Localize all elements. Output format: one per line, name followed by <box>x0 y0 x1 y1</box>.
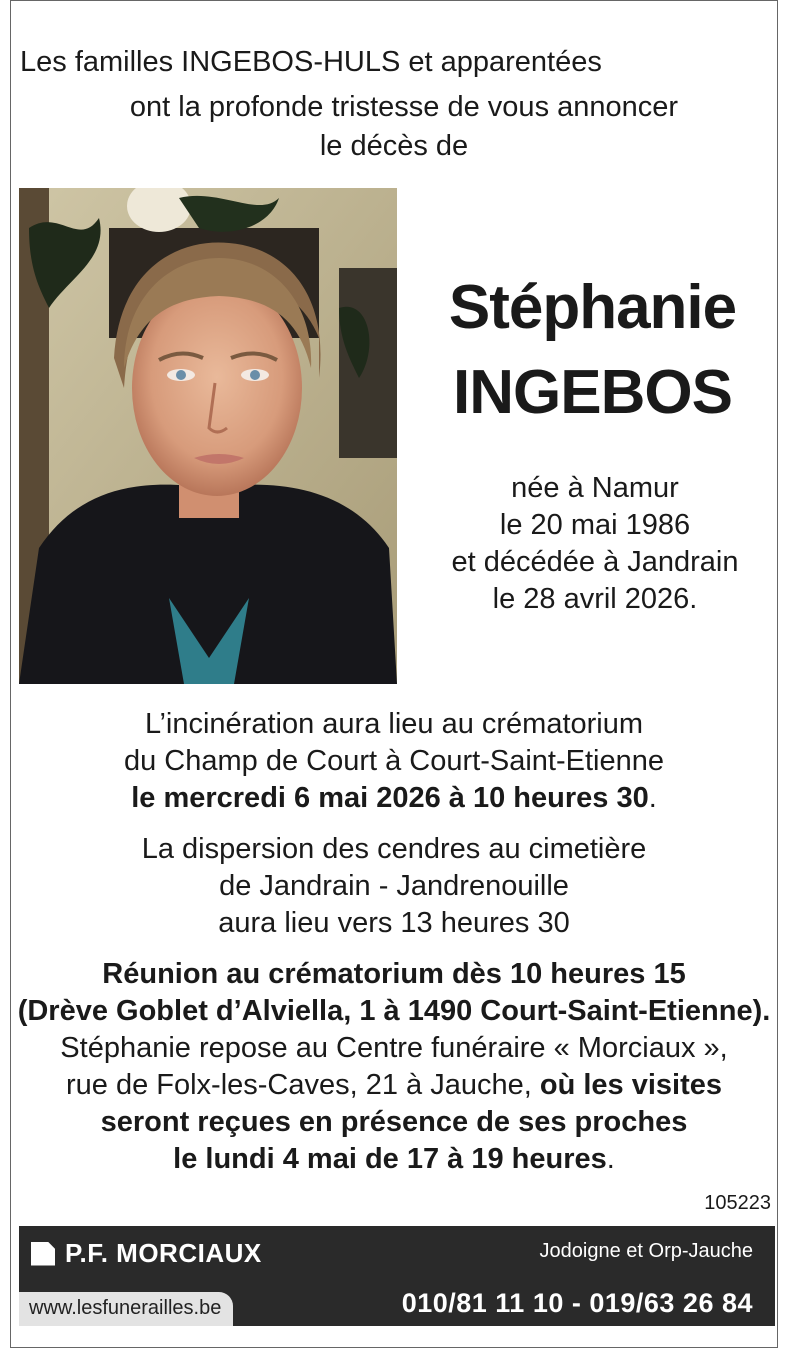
death-line-1: et décédée à Jandrain <box>451 546 739 578</box>
cremation-line-1: L’incinération aura lieu au crématorium <box>144 708 644 740</box>
birth-death-info <box>420 470 770 618</box>
rest-line-4-tail: . <box>606 1143 615 1175</box>
website-link[interactable]: www.lesfunerailles.be <box>19 1292 233 1326</box>
rest-line-2 <box>10 1067 778 1104</box>
dispersion-line-3: aura lieu vers 13 heures 30 <box>218 907 570 939</box>
deceased-name <box>420 265 765 435</box>
funeral-home-logo <box>31 1238 262 1269</box>
cremation-date-bold: le mercredi 6 mai 2026 à 10 heures 30 <box>131 782 649 814</box>
birth-line-1: née à Namur <box>511 472 679 504</box>
phone-numbers: 010/81 11 10 - 019/63 26 84 <box>401 1288 753 1318</box>
cremation-date-tail: . <box>648 782 657 814</box>
meeting-line-1: Réunion au crématorium dès 10 heures 15 <box>102 958 686 990</box>
intro-line-1: Les familles INGEBOS-HULS et apparentées <box>20 46 602 78</box>
intro-text <box>10 40 778 169</box>
intro-line-3: le décès de <box>319 130 469 162</box>
dispersion-line-1: La dispersion des cendres au cimetière <box>141 833 647 865</box>
portrait-photo <box>19 188 397 684</box>
rest-line-1: Stéphanie repose au Centre funéraire « Morciaux », <box>60 1032 728 1064</box>
cremation-line-2: du Champ de Court à Court-Saint-Etienne <box>123 745 664 777</box>
ceremony-info <box>10 706 778 1178</box>
rest-line-2-bold: où les visites <box>539 1069 723 1101</box>
logo-icon <box>31 1242 55 1266</box>
rest-line-2-plain: rue de Folx-les-Caves, 21 à Jauche, <box>65 1069 540 1101</box>
meeting-line-2: (Drève Goblet d’Alviella, 1 à 1490 Court-Saint-Etienne). <box>17 995 771 1027</box>
cremation-date <box>10 780 778 817</box>
deceased-last-name: INGEBOS <box>453 358 732 427</box>
funeral-home-towns: Jodoigne et Orp-Jauche <box>539 1240 753 1262</box>
reference-number: 105223 <box>704 1192 771 1214</box>
funeral-home-footer <box>19 1226 775 1326</box>
rest-line-4-bold: le lundi 4 mai de 17 à 19 heures <box>173 1143 607 1175</box>
intro-line-2: ont la profonde tristesse de vous annoncer <box>129 91 679 123</box>
birth-line-2: le 20 mai 1986 <box>499 509 691 541</box>
rest-line-4 <box>10 1141 778 1178</box>
funeral-home-name: P.F. MORCIAUX <box>65 1238 262 1268</box>
deceased-first-name: Stéphanie <box>448 273 737 342</box>
dispersion-line-2: de Jandrain - Jandrenouille <box>219 870 569 902</box>
death-line-2: le 28 avril 2026. <box>492 583 698 615</box>
rest-line-3: seront reçues en présence de ses proches <box>100 1106 688 1138</box>
